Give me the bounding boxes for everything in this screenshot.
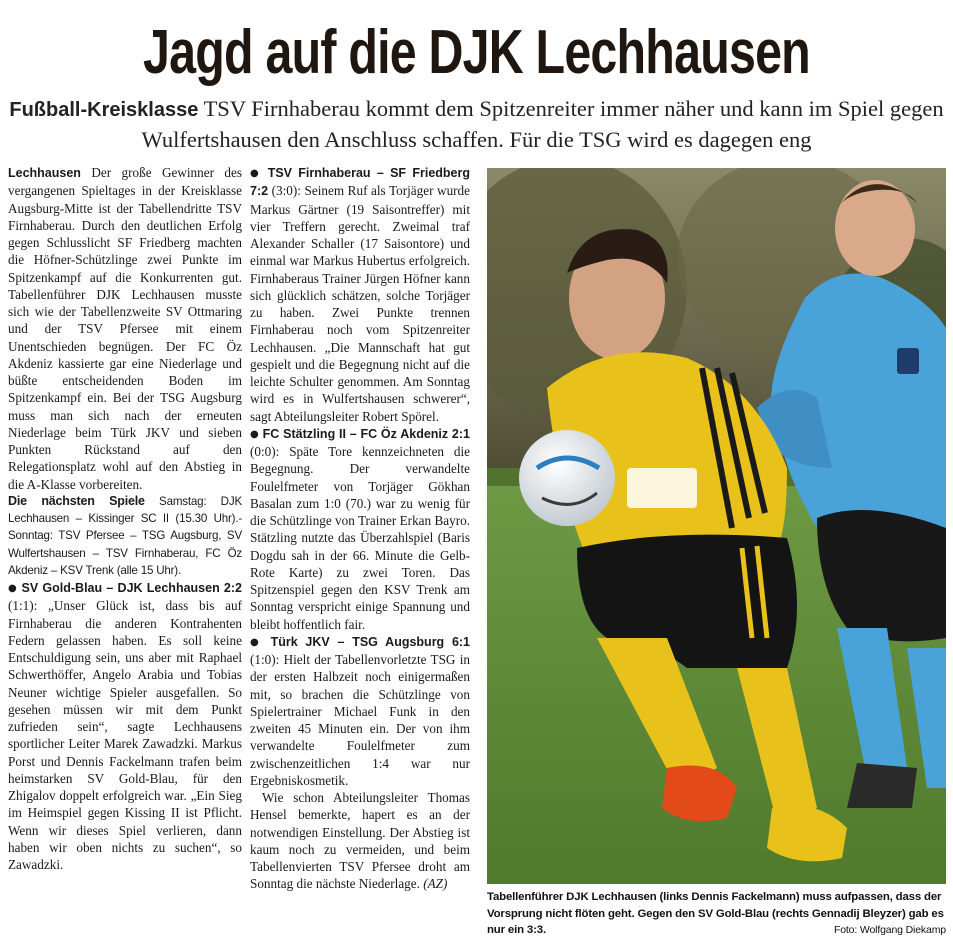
- byline: (AZ): [423, 876, 448, 892]
- match-title: TSV Firnhaberau – SF Friedberg 7:2: [250, 166, 470, 199]
- match-photo: [487, 168, 946, 884]
- match-halftime: (1:1):: [8, 598, 38, 614]
- subheadline-text: TSV Firnhaberau kommt dem Spitzenreiter immer näher und kann im Spiel gegen Wulfertshausen den Anschluss schaffen. Für die TSG wird es dagegen eng: [141, 96, 944, 152]
- subheadline: [0, 94, 953, 155]
- bullet-icon: ●: [250, 428, 260, 440]
- caption-text: Tabellenführer DJK Lechhausen (links Dennis Fackelmann) muss aufpassen, dass der Vorsprung nicht flöten geht. Gegen den SV Gold-Blau (rechts Gennadij Bleyzer) gab es nur ein 3:3.: [487, 891, 944, 936]
- schedule-text: Samstag: DJK Lechhausen – Kissinger SC II (15.30 Uhr).- Sonntag: TSV Pfersee – TSG Augsburg, SV Wulfertshausen – TSV Firnhaberau, FC Öz Akdeniz – KSV Trenk (alle 15 Uhr).: [8, 494, 242, 577]
- bullet-icon: ●: [250, 636, 264, 648]
- schedule-paragraph: [8, 493, 242, 579]
- subheadline-kicker: Fußball-Kreisklasse: [9, 99, 199, 121]
- bullet-icon: ●: [250, 168, 262, 179]
- match-text: Hielt der Tabellenvorletzte TSG in der ersten Halbzeit noch einigermaßen mit, so brachen die Schützlinge von Spielertrainer Michael Funk in den zweiten 45 Minuten ein. Der von ihm verwandelte Foulelfmeter zum zwischenzeitlichen 1:4 war nur Ergebniskosmetik.: [250, 652, 470, 788]
- football: [519, 430, 615, 526]
- match-halftime: (1:0):: [250, 652, 280, 667]
- match-halftime: (3:0):: [271, 183, 301, 199]
- article-column-2: [250, 164, 470, 893]
- match-title: SV Gold-Blau – DJK Lechhausen 2:2: [21, 581, 242, 595]
- match-title: FC Stätzling II – FC Öz Akdeniz 2:1: [262, 426, 470, 441]
- closing-text: Wie schon Abteilungsleiter Thomas Hensel bemerkte, hapert es an der notwendigen Einstellung. Der Abstieg ist kaum noch zu vermeiden, und beim Tabellenvierten TSV Pfersee droht am Sonntag die nächste Niederlage.: [250, 790, 470, 892]
- match-report-tuerk-jkv: [250, 633, 470, 789]
- closing-paragraph: [250, 789, 470, 893]
- bullet-icon: ●: [8, 583, 18, 594]
- match-photo-illustration: [487, 168, 946, 884]
- match-title: Türk JKV – TSG Augsburg 6:1: [270, 634, 471, 649]
- schedule-label: Die nächsten Spiele: [8, 493, 145, 508]
- match-text: Späte Tore kennzeichneten die Begegnung. Der verwandelte Foulelfmeter von Torjäger Gökhan Basalan zum 1:0 (70.) war zu wenig für die Schützlinge von Trainer Erkan Bayro. Stätzling nutzte das Überzahlspiel (Baris Dogdu sah in der 66. Minute die Gelb-Rote Karte) zu zwei Toren. Das Spitzenspiel gegen den KSV Trenk am Sonntag verspricht einige Spannung und bleibt hoffentlich fair.: [250, 444, 471, 632]
- match-text: Seinem Ruf als Torjäger wurde Markus Gärtner (19 Saisontreffer) mit vier Treffern gerecht. Zweimal traf Alexander Schaller (17 Saisontore) und einmal war Markus Hubertus erfolgreich. Firnhaberaus Trainer Jürgen Höfner kann sich glücklich schätzen, solche Torjäger zu haben. Zwei Punkte trennen Firnhaberau noch vom Spitzenreiter Lechhausen. „Die Mannschaft hat gut gespielt und die Begegnung nicht auf die leichte Schulter genommen. Am Sonntag wird es in Wulfertshausen schwerer“, sagt Abteilungsleiter Robert Spörel.: [250, 183, 471, 424]
- dateline: Lechhausen: [8, 166, 81, 180]
- match-report-staetzling: [250, 425, 470, 633]
- intro-text: Der große Gewinner des vergangenen Spieltages in der Kreisklasse Augsburg-Mitte ist der Tabellendritte TSV Firnhaberau. Durch den deutlichen Erfolg gegen Schlusslicht SF Friedberg machten die Höfner-Schützlinge zwei Punkte im Spitzenkampf auf die Konkurrenten gut. Tabellenführer DJK Lechhausen musste sich wie der Tabellenzweite SV Ottmaring und der TSV Pfersee mit einem Unentschieden begnügen. Der FC Öz Akdeniz kassierte gar eine Niederlage und büßte entscheidenden Boden im Spitzenkampf ein. Bei der TSG Augsburg muss man sich nach der erneuten Niederlage beim Türk JKV und sieben Punkten Rückstand auf den Relegationsplatz wohl auf den Abstieg in die A-Klasse vorbereiten.: [8, 165, 242, 492]
- photo-caption: [487, 889, 946, 939]
- match-report-firnhaberau: [250, 164, 470, 425]
- photo-credit: Foto: Wolfgang Diekamp: [833, 924, 946, 936]
- intro-paragraph: [8, 164, 242, 493]
- match-halftime: (0:0):: [250, 444, 280, 459]
- article-column-1: [8, 164, 242, 873]
- match-report-goldblau: [8, 579, 242, 873]
- headline: Jagd auf die DJK Lechhausen: [143, 18, 810, 87]
- match-text: „Unser Glück ist, dass bis auf Firnhaberau die anderen Kontrahenten Federn gelassen haben. Es soll keine Entschuldigung sein, uns aber mit Raphael Schwerthöffer, Angelo Arabia und Tobias Neuner wichtige Spieler ausgefallen. So gesehen müssen wir mit dem Punkt zufrieden sein“, sagte Lechhausens sportlicher Leiter Marek Zawadzki. Markus Porst und Dennis Fackelmann trafen beim heimstarken SV Gold-Blau, für den Zhigalov doppelt erfolgreich war. „Ein Sieg im Heimspiel gegen Kissing II ist Pflicht. Wenn wir dieses Spiel verlieren, dann haben wir oben nichts zu suchen“, so Zawadzki.: [8, 598, 242, 872]
